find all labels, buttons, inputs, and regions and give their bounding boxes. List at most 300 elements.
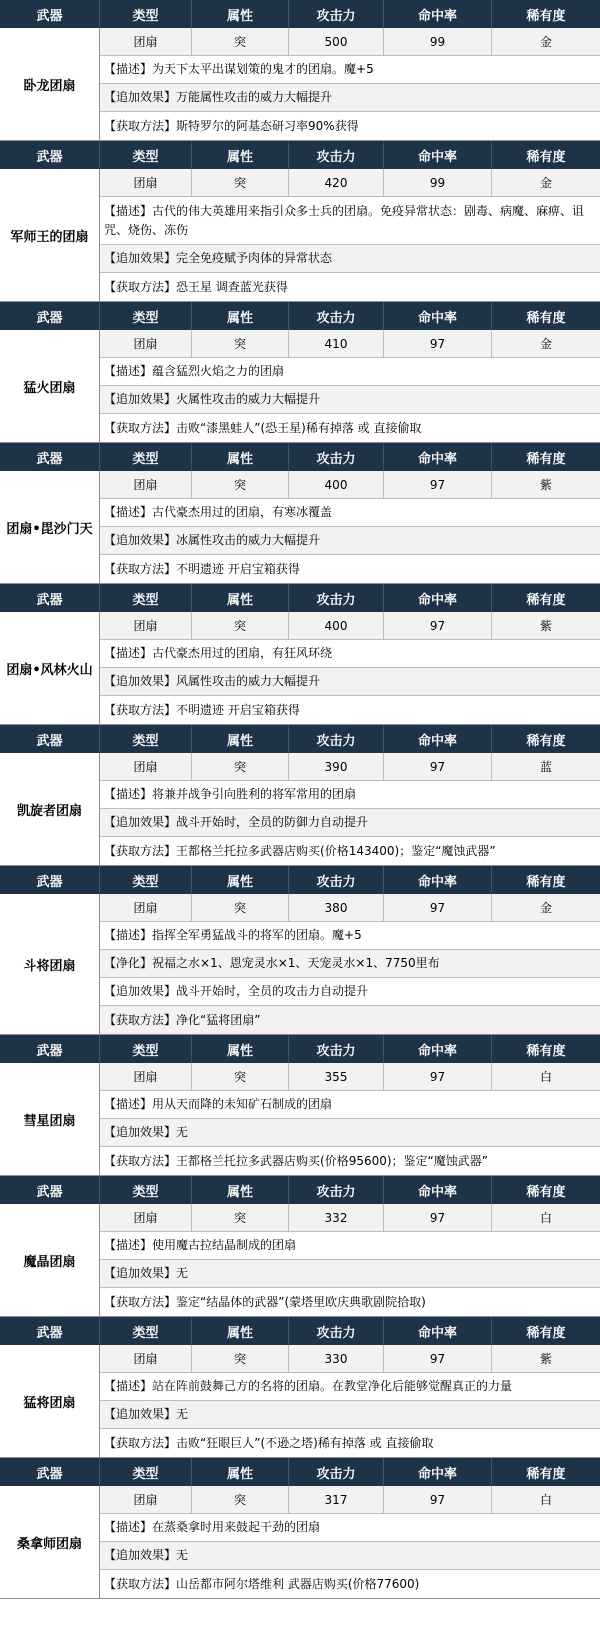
stats-row: [100, 1345, 600, 1373]
info-text: [100, 926, 366, 945]
info-key: 【获取方法】: [104, 420, 177, 435]
info-text: [100, 954, 444, 973]
info-value: 指挥全军勇猛战斗的将军的团扇。魔+5: [152, 928, 362, 942]
stat-rarity: 紫: [539, 619, 552, 633]
weapon-block: [0, 584, 600, 725]
stat-rarity: 蓝: [539, 760, 552, 774]
info-text: [100, 1011, 264, 1030]
header-attr: 属性: [192, 1035, 289, 1063]
header-weapon: 武器: [0, 0, 100, 28]
info-value: 祝福之水×1、恩宠灵水×1、天宠灵水×1、7750里布: [152, 956, 440, 970]
weapon-rows: [100, 753, 600, 865]
stat-attr: 突: [192, 28, 289, 55]
info-text: [100, 278, 292, 297]
header-rarity: 稀有度: [526, 8, 566, 24]
info-key: 【描述】: [104, 505, 153, 519]
weapon-rows: [100, 330, 600, 442]
info-row: [100, 837, 600, 865]
stat-hit: 97: [384, 1063, 492, 1090]
info-key: 【追加效果】: [104, 674, 177, 688]
header-attack: 攻击力: [289, 866, 384, 894]
info-value: 古代豪杰用过的团扇，有狂风环绕: [152, 646, 333, 660]
stats-row: [100, 1204, 600, 1232]
header-attack: 攻击力: [289, 1176, 384, 1204]
info-row: [100, 1119, 600, 1147]
info-text: [100, 419, 425, 438]
info-value: 击败“漆黑蛙人”(恐王星)稀有掉落 或 直接偷取: [176, 420, 422, 435]
weapon-block: [0, 443, 600, 584]
header-row: [0, 725, 600, 753]
header-attack: 攻击力: [289, 141, 384, 169]
weapon-name: 卧龙团扇: [0, 28, 100, 140]
info-value: 为天下太平出谋划策的鬼才的团扇。魔+5: [152, 62, 374, 76]
stats-row: [100, 471, 600, 499]
header-attack: 攻击力: [289, 1458, 384, 1486]
info-value: 无: [176, 1548, 189, 1562]
stat-hit: 97: [384, 1486, 492, 1513]
header-hit: 命中率: [384, 866, 492, 894]
stat-attack: 355: [289, 1063, 384, 1090]
info-text: [100, 785, 360, 804]
header-attack: 攻击力: [289, 0, 384, 28]
stat-attack: 500: [289, 28, 384, 55]
info-row: [100, 555, 600, 583]
info-text: [100, 117, 363, 136]
info-value: 山岳都市阿尔塔维利 武器店购买(价格77600): [176, 1576, 420, 1591]
stat-type: 团扇: [100, 169, 192, 196]
info-row: [100, 696, 600, 724]
info-text: [100, 390, 324, 409]
header-row: [0, 584, 600, 612]
stat-rarity: 白: [539, 1493, 552, 1507]
info-value: 在蒸桑拿时用来鼓起干劲的团扇: [152, 1520, 321, 1534]
header-hit: 命中率: [384, 0, 492, 28]
info-value: 冰属性攻击的威力大幅提升: [176, 533, 321, 547]
stat-hit: 97: [384, 1204, 492, 1231]
header-attr: 属性: [192, 302, 289, 330]
weapon-block: [0, 302, 600, 443]
info-row: [100, 245, 600, 273]
stat-attr: 突: [192, 1204, 289, 1231]
stat-attack: 420: [289, 169, 384, 196]
header-rarity: 稀有度: [526, 451, 566, 467]
info-row: [100, 499, 600, 527]
info-key: 【描述】: [104, 1238, 153, 1252]
header-weapon: 武器: [0, 1317, 100, 1345]
weapon-rows: [100, 169, 600, 301]
info-key: 【获取方法】: [104, 1576, 177, 1591]
header-row: [0, 1317, 600, 1345]
info-key: 【追加效果】: [104, 984, 177, 998]
weapon-name: 桑拿师团扇: [0, 1486, 100, 1598]
info-row: [100, 1570, 600, 1598]
info-row: [100, 84, 600, 112]
info-value: 蕴含猛烈火焰之力的团扇: [152, 364, 285, 378]
info-key: 【追加效果】: [104, 1125, 177, 1139]
info-key: 【描述】: [104, 646, 153, 660]
weapon-body: [0, 612, 600, 724]
header-hit: 命中率: [384, 443, 492, 471]
weapon-name: 军师王的团扇: [0, 169, 100, 301]
info-value: 火属性攻击的威力大幅提升: [176, 392, 321, 406]
weapon-body: [0, 28, 600, 140]
info-row: [100, 1401, 600, 1429]
weapon-rows: [100, 894, 600, 1034]
stat-type: 团扇: [100, 1204, 192, 1231]
info-text: [100, 1095, 336, 1114]
weapon-name: 魔晶团扇: [0, 1204, 100, 1316]
stat-attack: 332: [289, 1204, 384, 1231]
info-text: [100, 1236, 300, 1255]
info-text: [100, 1377, 516, 1396]
info-text: [100, 60, 378, 79]
info-value: 击败“狂眼巨人”(不逊之塔)稀有掉落 或 直接偷取: [176, 1435, 434, 1450]
stats-row: [100, 330, 600, 358]
info-value: 恐王星 调查蓝光获得: [176, 279, 288, 294]
info-text: [100, 672, 324, 691]
header-attr: 属性: [192, 443, 289, 471]
stat-attr: 突: [192, 612, 289, 639]
header-type: 类型: [100, 443, 192, 471]
stats-row: [100, 1486, 600, 1514]
stats-row: [100, 894, 600, 922]
stat-attr: 突: [192, 471, 289, 498]
info-text: [100, 560, 304, 579]
info-text: [100, 1434, 437, 1453]
weapon-name: 彗星团扇: [0, 1063, 100, 1175]
header-attack: 攻击力: [289, 584, 384, 612]
info-value: 鉴定“结晶体的武器”(蒙塔里欧庆典歌剧院拾取): [176, 1294, 426, 1309]
stats-row: [100, 753, 600, 781]
weapon-rows: [100, 1486, 600, 1598]
header-type: 类型: [100, 584, 192, 612]
stat-attr: 突: [192, 1063, 289, 1090]
info-row: [100, 273, 600, 301]
header-row: [0, 1176, 600, 1204]
info-row: [100, 781, 600, 809]
weapon-block: [0, 0, 600, 141]
info-value: 使用魔古拉结晶制成的团扇: [152, 1238, 297, 1252]
weapon-name: 猛火团扇: [0, 330, 100, 442]
info-text: [100, 531, 324, 550]
stat-attr: 突: [192, 1345, 289, 1372]
stat-attack: 410: [289, 330, 384, 357]
header-attack: 攻击力: [289, 725, 384, 753]
stat-hit: 97: [384, 894, 492, 921]
info-row: [100, 1373, 600, 1401]
info-text: [100, 249, 336, 268]
stat-rarity: 金: [539, 901, 552, 915]
info-key: 【描述】: [104, 1097, 153, 1111]
info-key: 【获取方法】: [104, 118, 177, 133]
info-value: 王都格兰托拉多武器店购买(价格143400)；鉴定“魔蚀武器”: [176, 843, 496, 858]
info-text: [100, 1575, 423, 1594]
info-text: [100, 88, 336, 107]
info-value: 古代豪杰用过的团扇，有寒冰覆盖: [152, 505, 333, 519]
info-row: [100, 414, 600, 442]
info-key: 【净化】: [104, 956, 153, 970]
header-type: 类型: [100, 141, 192, 169]
info-text: [100, 1264, 192, 1283]
info-row: [100, 386, 600, 414]
header-attack: 攻击力: [289, 302, 384, 330]
header-rarity: 稀有度: [526, 874, 566, 890]
stat-hit: 99: [384, 28, 492, 55]
header-type: 类型: [100, 725, 192, 753]
stat-attr: 突: [192, 169, 289, 196]
info-row: [100, 1288, 600, 1316]
info-text: [100, 362, 288, 381]
info-row: [100, 1429, 600, 1457]
header-row: [0, 1458, 600, 1486]
info-value: 无: [176, 1407, 189, 1421]
stat-type: 团扇: [100, 612, 192, 639]
weapon-block: [0, 1035, 600, 1176]
header-type: 类型: [100, 302, 192, 330]
info-text: [100, 1546, 192, 1565]
weapon-name: 团扇•风林火山: [0, 612, 100, 724]
info-row: [100, 1147, 600, 1175]
header-attack: 攻击力: [289, 1317, 384, 1345]
stat-hit: 97: [384, 330, 492, 357]
info-row: [100, 1260, 600, 1288]
stat-type: 团扇: [100, 471, 192, 498]
header-rarity: 稀有度: [526, 592, 566, 608]
header-weapon: 武器: [0, 1176, 100, 1204]
weapon-rows: [100, 471, 600, 583]
info-value: 万能属性攻击的威力大幅提升: [176, 90, 333, 104]
header-attr: 属性: [192, 141, 289, 169]
header-weapon: 武器: [0, 584, 100, 612]
info-value: 站在阵前鼓舞己方的名将的团扇。在教堂净化后能够觉醒真正的力量: [152, 1379, 513, 1393]
stats-row: [100, 28, 600, 56]
stat-hit: 97: [384, 753, 492, 780]
header-type: 类型: [100, 0, 192, 28]
info-key: 【描述】: [104, 62, 153, 76]
info-key: 【描述】: [104, 203, 153, 218]
info-row: [100, 1542, 600, 1570]
stat-attr: 突: [192, 330, 289, 357]
stat-rarity: 白: [539, 1070, 552, 1084]
header-attr: 属性: [192, 725, 289, 753]
info-text: [100, 982, 372, 1001]
info-row: [100, 1514, 600, 1542]
header-rarity: 稀有度: [526, 310, 566, 326]
info-text: [100, 1405, 192, 1424]
header-hit: 命中率: [384, 1458, 492, 1486]
header-hit: 命中率: [384, 302, 492, 330]
info-row: [100, 358, 600, 386]
header-attack: 攻击力: [289, 443, 384, 471]
stats-row: [100, 612, 600, 640]
info-text: [100, 842, 500, 861]
stat-rarity: 金: [539, 176, 552, 190]
header-weapon: 武器: [0, 1035, 100, 1063]
info-key: 【描述】: [104, 928, 153, 942]
header-weapon: 武器: [0, 866, 100, 894]
stat-hit: 97: [384, 471, 492, 498]
weapon-body: [0, 169, 600, 301]
info-text: [100, 503, 336, 522]
info-key: 【获取方法】: [104, 561, 177, 576]
info-text: [100, 1123, 192, 1142]
info-value: 斯特罗尔的阿基态研习率90%获得: [176, 118, 359, 133]
weapon-rows: [100, 28, 600, 140]
info-key: 【获取方法】: [104, 1153, 177, 1168]
weapon-block: [0, 1176, 600, 1317]
header-row: [0, 141, 600, 169]
info-key: 【追加效果】: [104, 1407, 177, 1421]
stat-attack: 330: [289, 1345, 384, 1372]
info-text: [100, 701, 304, 720]
stat-type: 团扇: [100, 1345, 192, 1372]
info-text: [100, 644, 336, 663]
header-attr: 属性: [192, 0, 289, 28]
stat-hit: 97: [384, 612, 492, 639]
info-text: [100, 1152, 492, 1171]
info-key: 【获取方法】: [104, 1012, 177, 1027]
info-key: 【追加效果】: [104, 1548, 177, 1562]
info-row: [100, 56, 600, 84]
info-text: [100, 202, 600, 240]
stat-rarity: 金: [539, 337, 552, 351]
header-row: [0, 866, 600, 894]
weapon-block: [0, 725, 600, 866]
stat-hit: 97: [384, 1345, 492, 1372]
header-attack: 攻击力: [289, 1035, 384, 1063]
info-row: [100, 112, 600, 140]
info-row: [100, 668, 600, 696]
header-weapon: 武器: [0, 1458, 100, 1486]
stat-type: 团扇: [100, 894, 192, 921]
header-hit: 命中率: [384, 584, 492, 612]
header-type: 类型: [100, 866, 192, 894]
stat-rarity: 金: [539, 35, 552, 49]
info-value: 无: [176, 1125, 189, 1139]
stat-type: 团扇: [100, 1486, 192, 1513]
info-value: 将兼并战争引向胜利的将军常用的团扇: [152, 787, 357, 801]
header-row: [0, 302, 600, 330]
header-row: [0, 0, 600, 28]
info-key: 【描述】: [104, 1379, 153, 1393]
info-value: 净化“猛将团扇”: [176, 1012, 261, 1027]
header-hit: 命中率: [384, 1317, 492, 1345]
info-key: 【获取方法】: [104, 279, 177, 294]
weapon-body: [0, 1063, 600, 1175]
weapon-body: [0, 1345, 600, 1457]
info-row: [100, 809, 600, 837]
info-row: [100, 950, 600, 978]
info-row: [100, 527, 600, 555]
stat-attack: 400: [289, 471, 384, 498]
info-row: [100, 197, 600, 245]
info-value: 完全免疫赋予肉体的异常状态: [176, 251, 333, 265]
header-attr: 属性: [192, 866, 289, 894]
stat-attr: 突: [192, 1486, 289, 1513]
stat-attr: 突: [192, 894, 289, 921]
header-rarity: 稀有度: [526, 1325, 566, 1341]
stat-attack: 400: [289, 612, 384, 639]
info-key: 【追加效果】: [104, 251, 177, 265]
info-key: 【追加效果】: [104, 533, 177, 547]
stats-row: [100, 1063, 600, 1091]
header-type: 类型: [100, 1317, 192, 1345]
info-row: [100, 1091, 600, 1119]
info-row: [100, 978, 600, 1006]
header-rarity: 稀有度: [526, 1043, 566, 1059]
info-key: 【追加效果】: [104, 392, 177, 406]
stat-hit: 99: [384, 169, 492, 196]
info-key: 【追加效果】: [104, 1266, 177, 1280]
header-attr: 属性: [192, 584, 289, 612]
weapon-rows: [100, 612, 600, 724]
header-hit: 命中率: [384, 1035, 492, 1063]
stat-type: 团扇: [100, 1063, 192, 1090]
info-key: 【获取方法】: [104, 843, 177, 858]
weapon-body: [0, 1204, 600, 1316]
weapon-name: 斗将团扇: [0, 894, 100, 1034]
info-key: 【获取方法】: [104, 1435, 177, 1450]
header-rarity: 稀有度: [526, 1466, 566, 1482]
header-weapon: 武器: [0, 302, 100, 330]
info-key: 【获取方法】: [104, 1294, 177, 1309]
info-value: 不明遗迹 开启宝箱获得: [176, 702, 300, 717]
info-value: 用从天而降的未知矿石制成的团扇: [152, 1097, 333, 1111]
weapon-block: [0, 866, 600, 1035]
info-text: [100, 813, 372, 832]
weapon-block: [0, 141, 600, 302]
header-rarity: 稀有度: [526, 149, 566, 165]
stats-row: [100, 169, 600, 197]
weapon-rows: [100, 1345, 600, 1457]
header-weapon: 武器: [0, 443, 100, 471]
stat-rarity: 白: [539, 1211, 552, 1225]
header-type: 类型: [100, 1176, 192, 1204]
weapon-rows: [100, 1204, 600, 1316]
info-key: 【描述】: [104, 364, 153, 378]
header-weapon: 武器: [0, 725, 100, 753]
info-value: 风属性攻击的威力大幅提升: [176, 674, 321, 688]
info-value: 王都格兰托拉多武器店购买(价格95600)；鉴定“魔蚀武器”: [176, 1153, 488, 1168]
weapon-name: 猛将团扇: [0, 1345, 100, 1457]
info-key: 【获取方法】: [104, 702, 177, 717]
info-row: [100, 922, 600, 950]
info-value: 无: [176, 1266, 189, 1280]
info-key: 【描述】: [104, 1520, 153, 1534]
header-row: [0, 1035, 600, 1063]
weapon-body: [0, 330, 600, 442]
header-hit: 命中率: [384, 141, 492, 169]
stat-attack: 317: [289, 1486, 384, 1513]
header-row: [0, 443, 600, 471]
header-weapon: 武器: [0, 141, 100, 169]
stat-attack: 380: [289, 894, 384, 921]
weapon-block: [0, 1317, 600, 1458]
info-value: 古代的伟大英雄用来指引众多士兵的团扇。免疫异常状态：剧毒、病魔、麻痹、诅咒、烧伤、冻伤: [104, 203, 585, 237]
info-key: 【描述】: [104, 787, 153, 801]
weapon-name: 凯旋者团扇: [0, 753, 100, 865]
header-rarity: 稀有度: [526, 1184, 566, 1200]
header-hit: 命中率: [384, 1176, 492, 1204]
weapon-body: [0, 1486, 600, 1598]
info-key: 【追加效果】: [104, 815, 177, 829]
header-hit: 命中率: [384, 725, 492, 753]
weapon-body: [0, 894, 600, 1034]
stat-rarity: 紫: [539, 478, 552, 492]
stat-attack: 390: [289, 753, 384, 780]
info-value: 战斗开始时，全员的攻击力自动提升: [176, 984, 369, 998]
info-row: [100, 1232, 600, 1260]
